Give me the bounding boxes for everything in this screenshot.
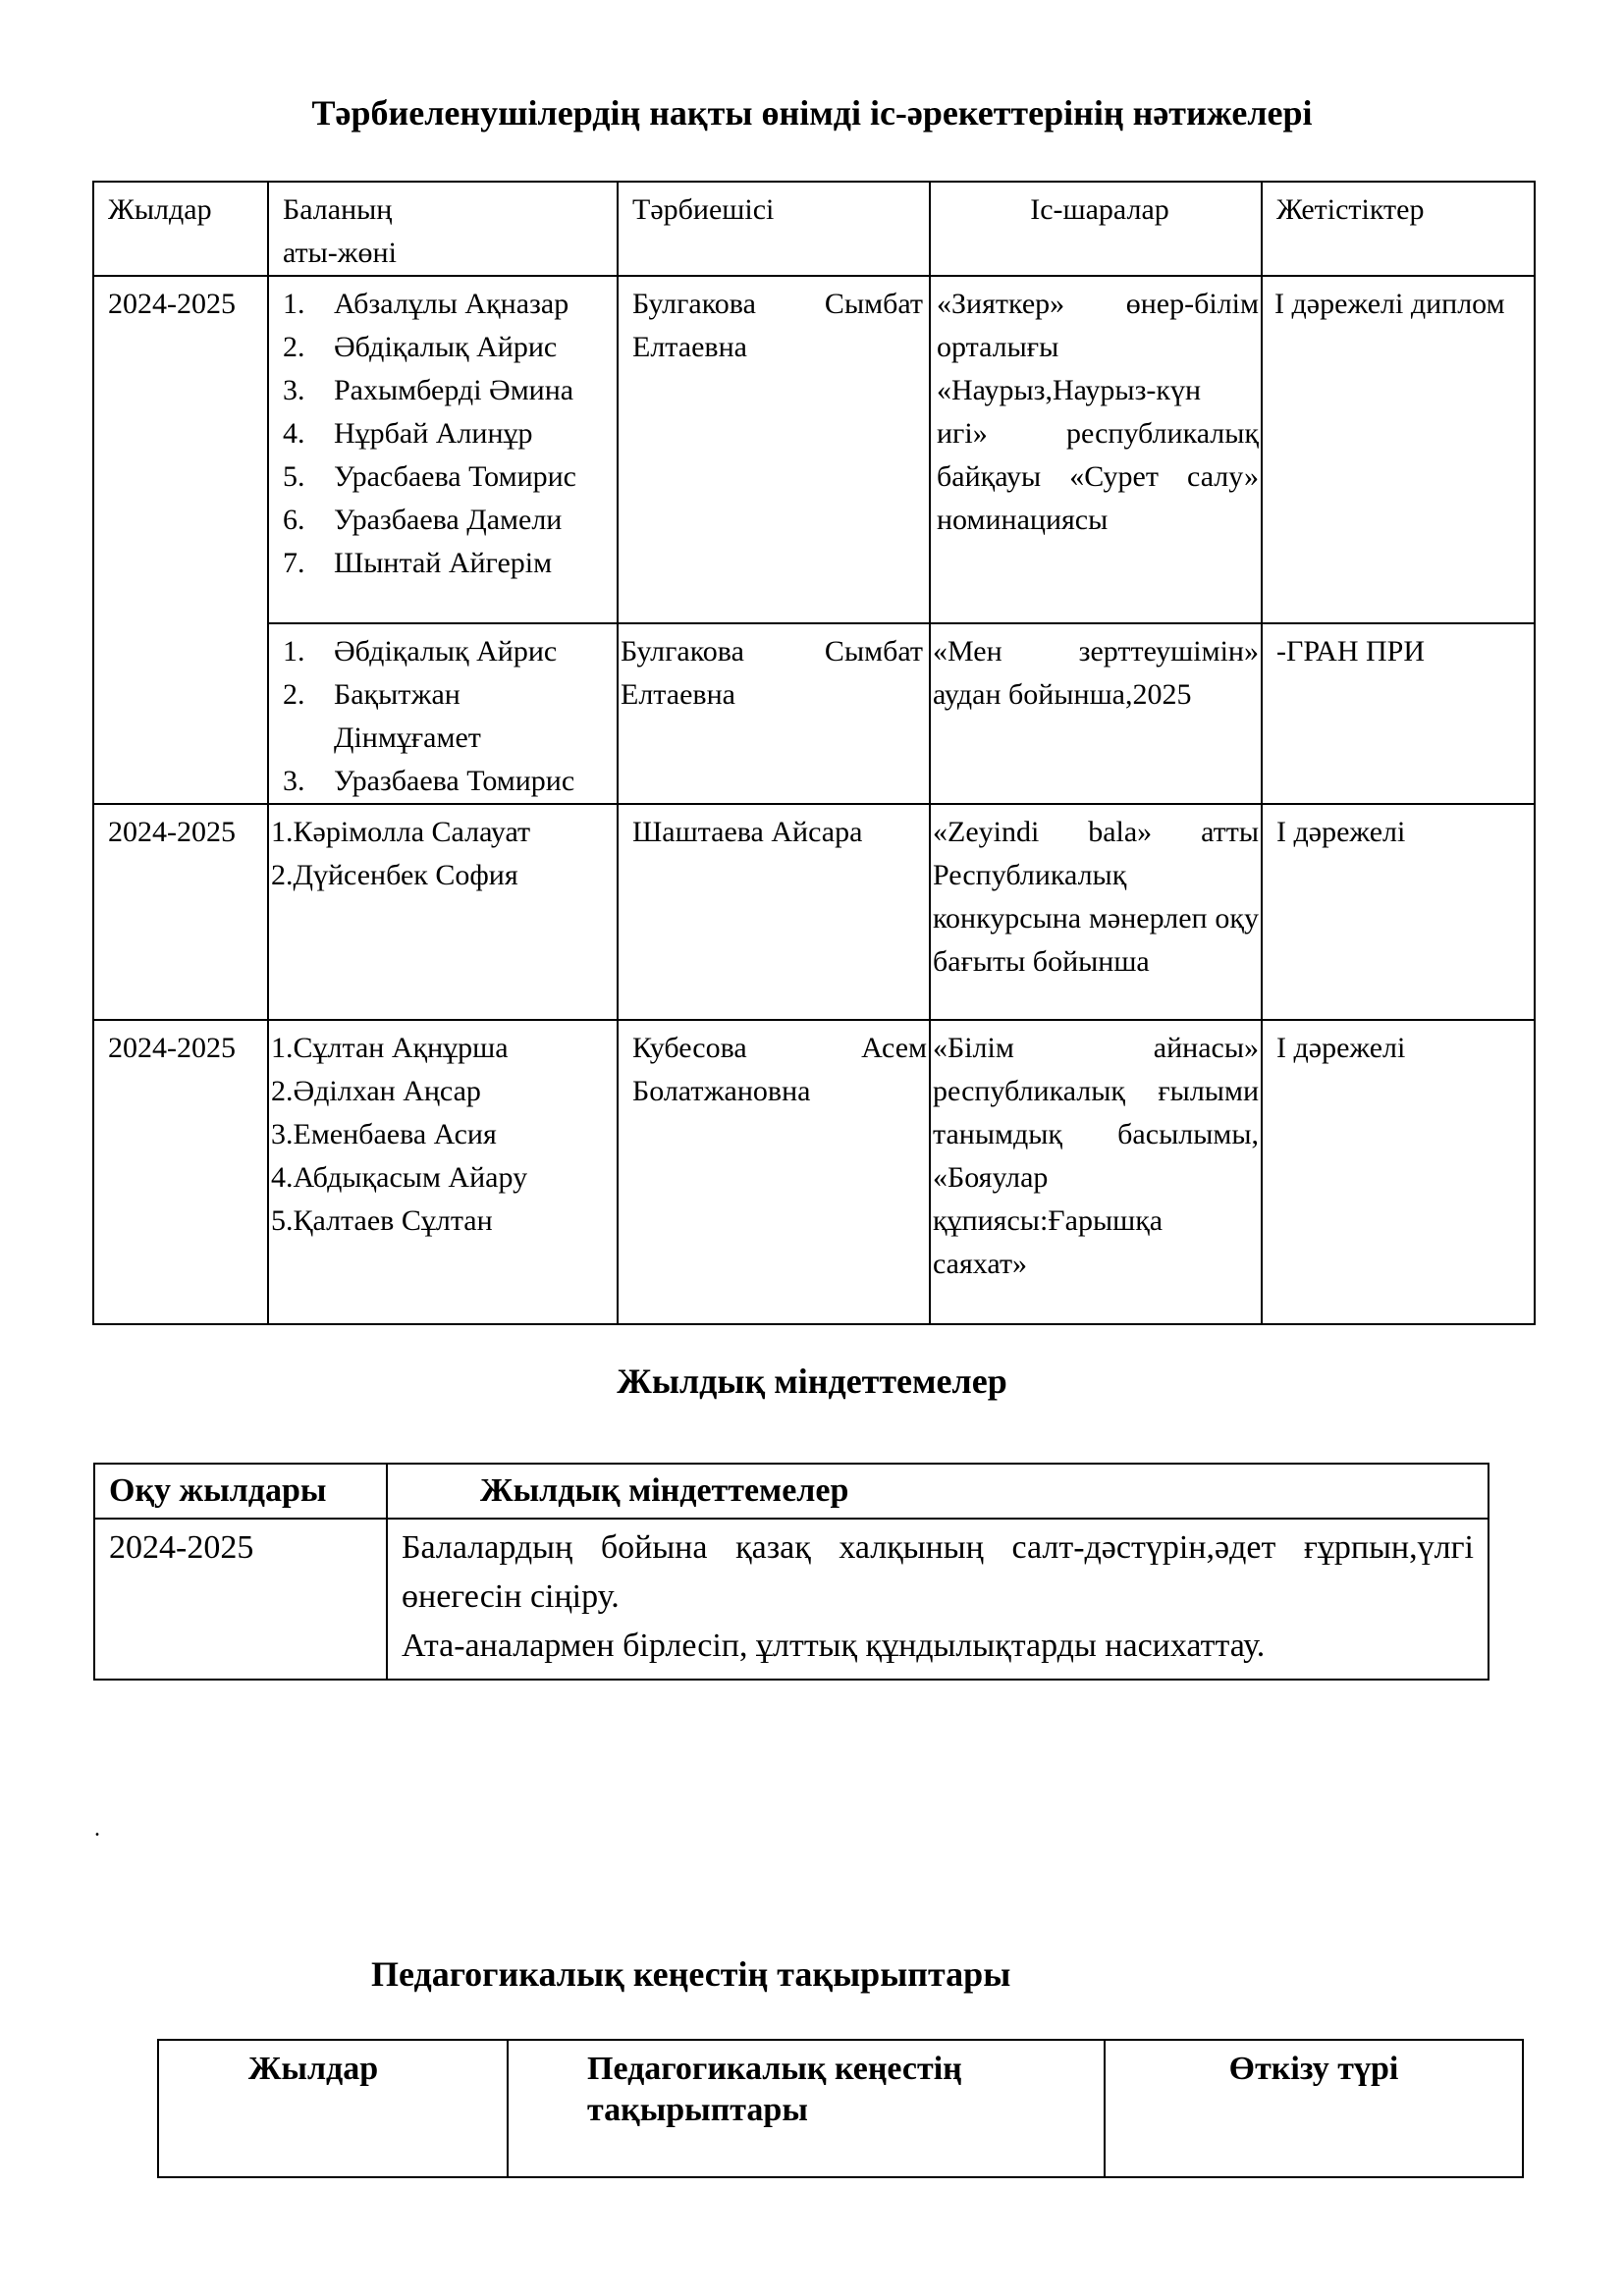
tasks-cell (387, 1519, 1489, 1680)
table-row (93, 276, 1535, 623)
stray-dot: . (94, 1816, 100, 1842)
child-name-item: 3.Еменбаева Асия (271, 1118, 497, 1150)
children-cell (268, 804, 618, 1020)
child-number: 1. (283, 635, 305, 667)
header-achievements (1262, 182, 1535, 276)
children-list (283, 630, 611, 803)
teacher-cell: Шаштаева Айсара (618, 804, 930, 1020)
child-name-item (283, 542, 611, 585)
child-name-item (283, 630, 611, 673)
achievement-cell: I дәрежелі (1262, 1020, 1535, 1324)
child-name-item: 4.Абдықасым Айару (271, 1161, 528, 1194)
achievement-cell: -ГРАН ПРИ (1262, 623, 1535, 804)
year-cell: 2024-2025 (94, 1519, 387, 1680)
table-row (93, 623, 1535, 804)
title-results: Тәрбиеленушілердің нақты өнімді іс-әрекеттерінің нәтижелері (311, 93, 1313, 133)
results-header-row (93, 182, 1535, 276)
child-name-item: 1.Кәрімолла Салауат (271, 816, 531, 848)
achievement-cell: I дәрежелі (1262, 804, 1535, 1020)
child-number: 4. (283, 417, 305, 450)
child-number: 7. (283, 547, 305, 579)
child-number: 5. (283, 460, 305, 493)
annual-tasks-table (93, 1463, 1489, 1681)
header-format: Өткізу түрі (1105, 2040, 1523, 2177)
header-achievements-label: Жетістіктер (1276, 193, 1425, 226)
year-cell: 2024-2025 (93, 276, 268, 804)
task-text-1: Балалардың бойына қазақ халқының салт-дәстүрін,әдет ғұрпын,үлгі өнегесін сіңіру. (402, 1529, 1474, 1615)
pedagogical-council-table (157, 2039, 1524, 2178)
child-name-item (283, 455, 611, 499)
event-cell: «Зияткер» өнер-білім орталығы «Наурыз,Наурыз-күн игі» республикалық байқауы «Сурет салу» номинациясы (930, 276, 1262, 623)
year-cell: 2024-2025 (93, 804, 268, 1020)
header-years-label: Жылдар (108, 193, 212, 226)
child-name: Абзалұлы Ақназар (334, 288, 569, 320)
header-teacher (618, 182, 930, 276)
child-name: Шынтай Айгерім (334, 547, 553, 579)
child-name-item (283, 326, 611, 369)
child-number: 2. (283, 678, 305, 711)
child-name: Әбдіқалық Айрис (334, 331, 558, 363)
header-child-name-label: Баланың аты-жөні (283, 193, 397, 269)
child-name-item (283, 673, 611, 760)
child-number: 3. (283, 374, 305, 406)
header-study-years: Оқу жылдары (94, 1464, 387, 1519)
children-cell (268, 1020, 618, 1324)
table-row (93, 1020, 1535, 1324)
event-cell: «Білім айнасы» республикалық ғылыми танымдық басылымы, «Бояулар құпиясы:Ғарышқа саяхат» (930, 1020, 1262, 1324)
annual-tasks-header-row (94, 1464, 1489, 1519)
header-events (930, 182, 1262, 276)
title-pedagogical-council: Педагогикалық кеңестің тақырыптары (371, 1954, 1011, 1994)
child-name: Бақытжан Дінмұғамет (334, 678, 481, 754)
teacher-cell: Кубесова Асем Болатжановна (618, 1020, 930, 1324)
table-row (93, 804, 1535, 1020)
header-teacher-label: Тәрбиешісі (632, 193, 775, 226)
child-name: Уразбаева Томирис (334, 765, 575, 797)
children-cell (268, 276, 618, 623)
child-name: Нұрбай Алинұр (334, 417, 533, 450)
child-name-item (283, 283, 611, 326)
pedagogical-council-header-row (158, 2040, 1523, 2177)
child-name: Әбдіқалық Айрис (334, 635, 558, 667)
achievement-cell: I дәрежелі диплом (1262, 276, 1535, 623)
child-name: Рахымберді Әмина (334, 374, 574, 406)
table-row (94, 1519, 1489, 1680)
event-cell: «Мен зерттеушімін» аудан бойынша,2025 (930, 623, 1262, 804)
header-child-name (268, 182, 618, 276)
child-name-item: 2.Дүйсенбек София (271, 859, 518, 891)
year-cell: 2024-2025 (93, 1020, 268, 1324)
child-number: 3. (283, 765, 305, 797)
header-events-label: Іс-шаралар (1030, 193, 1169, 226)
child-name-item (283, 412, 611, 455)
teacher-cell: Булгакова Сымбат Елтаевна (618, 623, 930, 804)
title-annual-tasks: Жылдық міндеттемелер (617, 1362, 1007, 1401)
child-name: Уразбаева Дамели (334, 504, 563, 536)
header-annual-tasks: Жылдық міндеттемелер (387, 1464, 1489, 1519)
children-cell (268, 623, 618, 804)
teacher-cell: Булгакова Сымбат Елтаевна (618, 276, 930, 623)
children-list (271, 811, 611, 897)
child-number: 6. (283, 504, 305, 536)
results-table (92, 181, 1536, 1325)
header-years: Жылдар (158, 2040, 508, 2177)
child-name-item (283, 369, 611, 412)
child-name-item (283, 499, 611, 542)
event-cell: «Zeyindi bala» атты Республикалық конкурсына мәнерлеп оқу бағыты бойынша (930, 804, 1262, 1020)
child-name: Урасбаева Томирис (334, 460, 576, 493)
child-name-item: 5.Қалтаев Сұлтан (271, 1204, 493, 1237)
children-list (283, 283, 611, 585)
header-council-topics: Педагогикалық кеңестің тақырыптары (508, 2040, 1105, 2177)
child-name-item: 1.Сұлтан Ақнұрша (271, 1032, 509, 1064)
child-name-item: 2.Әділхан Аңсар (271, 1075, 481, 1107)
children-list (271, 1027, 611, 1243)
header-years (93, 182, 268, 276)
child-name-item (283, 760, 611, 803)
child-number: 1. (283, 288, 305, 320)
task-text-2: Ата-аналармен бірлесіп, ұлттық құндылықтарды насихаттау. (402, 1628, 1266, 1664)
child-number: 2. (283, 331, 305, 363)
